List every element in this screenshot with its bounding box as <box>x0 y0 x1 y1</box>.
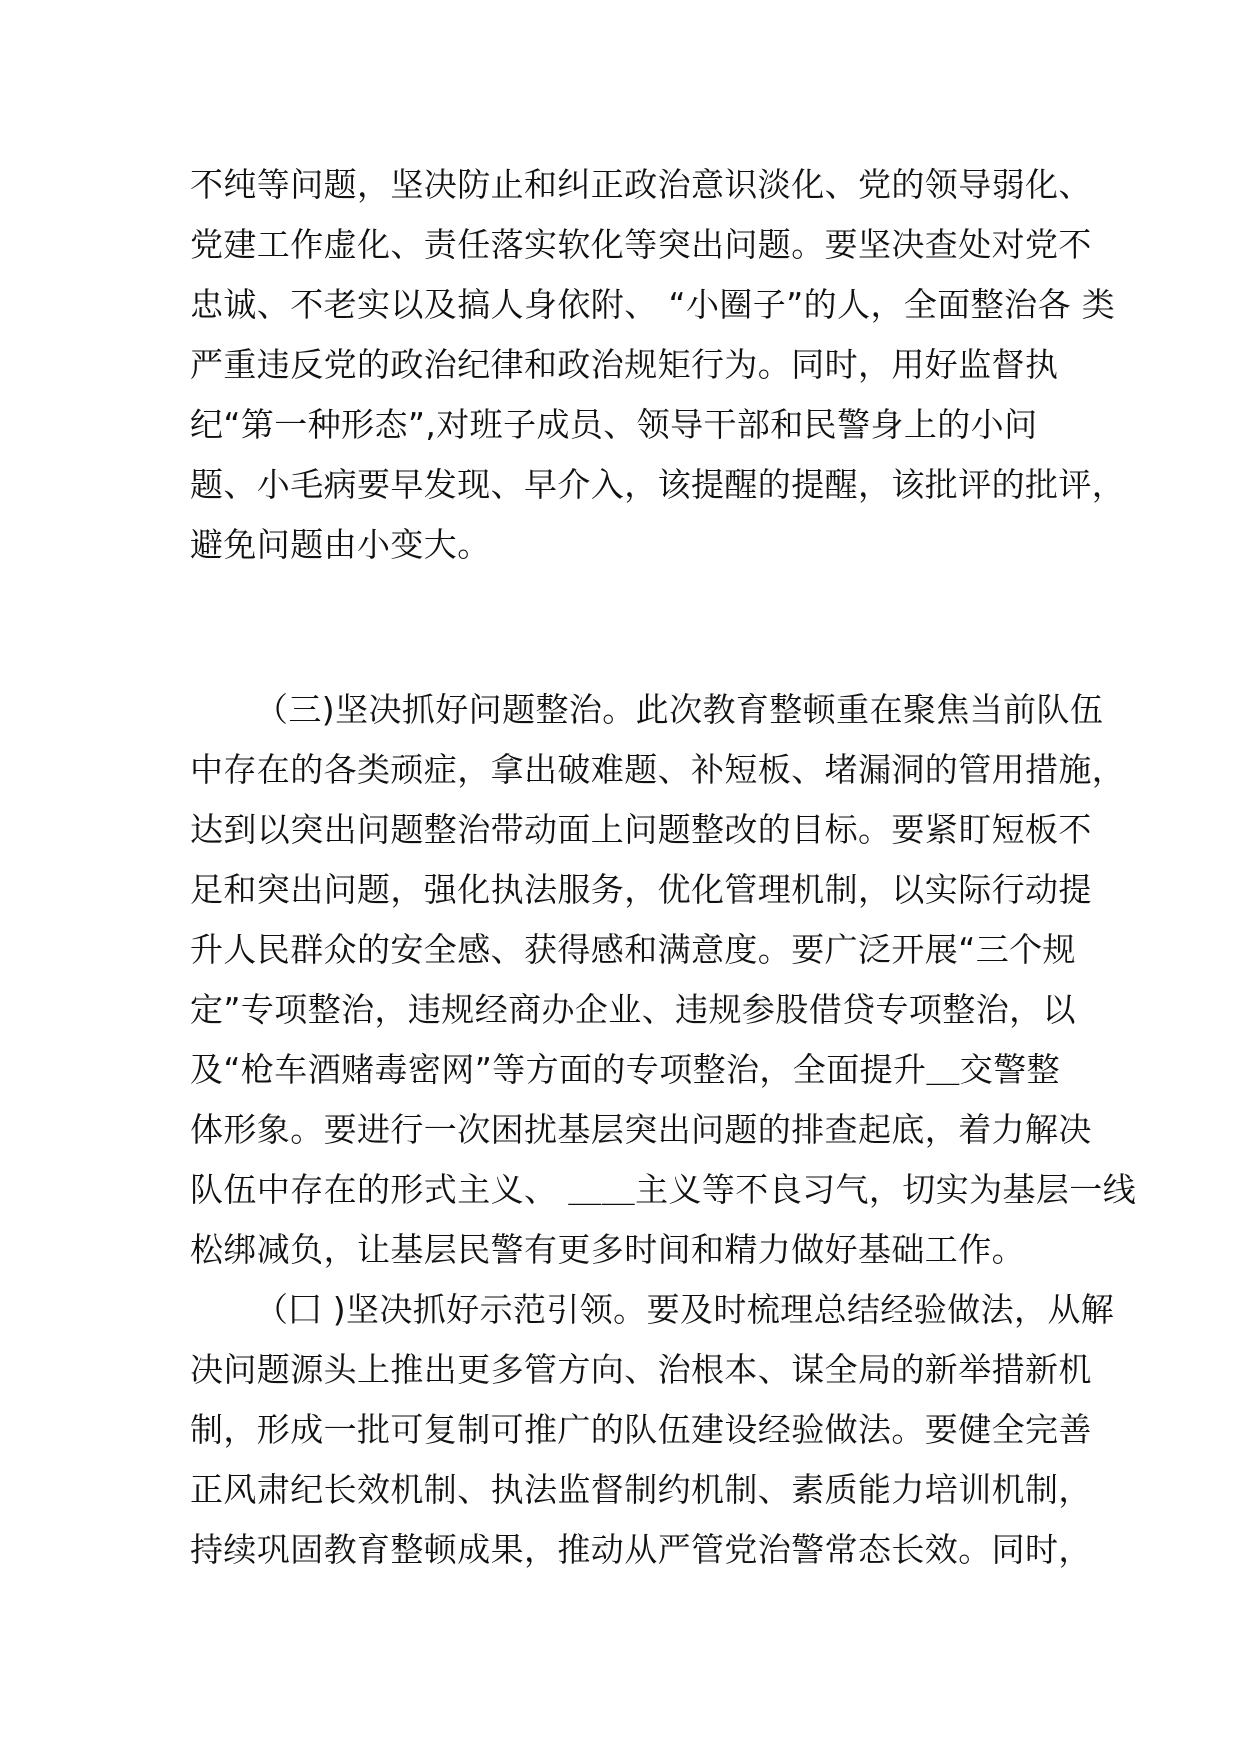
body-text-line: 党建工作虚化、责任落实软化等突出问题。要坚决查处对党不 <box>190 225 1092 264</box>
body-text-line: 及“枪车酒赌毒密网”等方面的专项整治，全面提升＿交警整 <box>190 1050 1060 1089</box>
body-text-line: 中存在的各类顽症，拿出破难题、补短板、堵漏洞的管用措施， <box>190 750 1126 789</box>
body-text-line: 决问题源头上推出更多管方向、治根本、谋全局的新举措新机 <box>190 1350 1092 1389</box>
body-text-line: 升人民群众的安全感、获得感和满意度。要广泛开展“三个规 <box>190 930 1076 969</box>
body-text-line: 队伍中存在的形式主义、 ＿＿主义等不良习气，切实为基层一线 <box>190 1170 1137 1209</box>
body-text-line: 定”专项整治，违规经商办企业、违规参股借贷专项整治，以 <box>190 990 1076 1029</box>
body-text-line: 达到以突出问题整治带动面上问题整改的目标。要紧盯短板不 <box>190 810 1092 849</box>
section-heading-line: （囗 )坚决抓好示范引领。要及时梳理总结经验做法，从解 <box>255 1290 1115 1329</box>
body-text-line: 题、小毛病要早发现、早介入，该提醒的提醒，该批评的批评， <box>190 465 1126 504</box>
body-text-line: 制，形成一批可复制可推广的队伍建设经验做法。要健全完善 <box>190 1410 1092 1449</box>
body-text-line: 松绑减负，让基层民警有更多时间和精力做好基础工作。 <box>190 1230 1025 1269</box>
section-heading-line: （三)坚决抓好问题整治。此次教育整顿重在聚焦当前队伍 <box>255 690 1104 729</box>
body-text-line: 正风肃纪长效机制、执法监督制约机制、素质能力培训机制， <box>190 1470 1092 1509</box>
body-text-line: 体形象。要进行一次困扰基层突出问题的排查起底，着力解决 <box>190 1110 1092 1149</box>
body-text-line: 足和突出问题，强化执法服务，优化管理机制，以实际行动提 <box>190 870 1092 909</box>
body-text-line: 纪“第一种形态”,对班子成员、领导干部和民警身上的小问 <box>190 405 1038 444</box>
body-text-line: 严重违反党的政治纪律和政治规矩行为。同时，用好监督执 <box>190 345 1059 384</box>
body-text-line: 不纯等问题，坚决防止和纠正政治意识淡化、党的领导弱化、 <box>190 165 1092 204</box>
body-text-line: 避免问题由小变大。 <box>190 525 491 564</box>
body-text-line: 忠诚、不老实以及搞人身依附、 “小圈子”的人，全面整治各 类 <box>190 285 1116 324</box>
body-text-line: 持续巩固教育整顿成果，推动从严管党治警常态长效。同时， <box>190 1530 1092 1569</box>
